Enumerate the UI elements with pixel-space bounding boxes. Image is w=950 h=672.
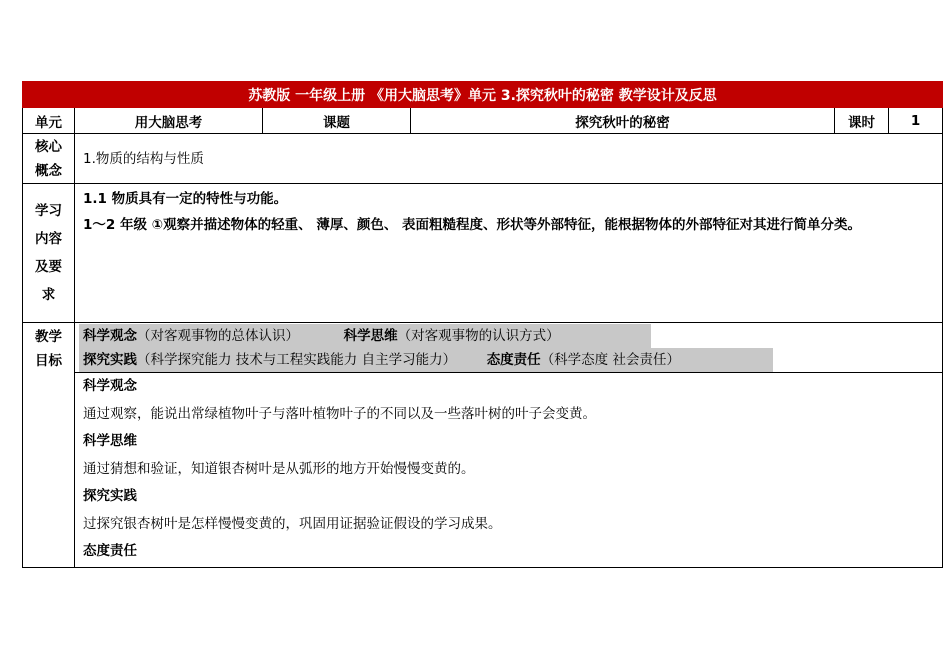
- goals-label-line2: 目标: [35, 353, 62, 369]
- goals-label-line1: 教学: [35, 329, 62, 345]
- goals-details: [75, 373, 942, 567]
- lesson-plan-page: [22, 81, 942, 568]
- core-concept-label: [23, 134, 75, 184]
- learning-content-line2: 1～2 年级 ①观察并描述物体的轻重、 薄厚、颜色、 表面粗糙程度、形状等外部特征，能根据物体的外部特征对其进行简单分类。: [83, 217, 862, 233]
- goals-row2-highlight: [79, 348, 773, 372]
- goal-attitude-title: 态度责任: [486, 352, 541, 368]
- goal-section-3-text: 过探究银杏树叶是怎样慢慢变黄的，巩固用证据验证假设的学习成果。: [83, 516, 502, 532]
- goal-section-2-head: 科学思维: [83, 433, 137, 449]
- goal-science-concept-title: 科学观念: [83, 328, 137, 344]
- goal-section-2-text: 通过猜想和验证，知道银杏树叶是从弧形的地方开始慢慢变黄的。: [83, 461, 475, 477]
- learning-content-line1: 1.1 物质具有一定的特性与功能。: [83, 191, 288, 207]
- goal-science-concept-desc: （对客观事物的总体认识）: [137, 328, 299, 344]
- learning-content-label-line1: 学习: [35, 203, 62, 219]
- page-title: 苏教版 一年级上册 《用大脑思考》单元 3.探究秋叶的秘密 教学设计及反思: [23, 82, 943, 108]
- unit-label: 单元: [23, 108, 75, 134]
- goals-row1-highlight: [79, 324, 651, 348]
- goal-attitude-desc: （科学态度 社会责任）: [540, 352, 680, 368]
- goal-section-1-head: 科学观念: [83, 378, 137, 394]
- goal-section-3-head: 探究实践: [83, 488, 137, 504]
- core-concept-label-line2: 概念: [35, 162, 62, 179]
- learning-content-label: [23, 184, 75, 323]
- learning-content-label-line3: 及要: [35, 259, 62, 275]
- core-concept-text: 1.物质的结构与性质: [75, 134, 943, 184]
- goal-inquiry-practice-desc: （科学探究能力 技术与工程实践能力 自主学习能力）: [137, 352, 457, 368]
- goal-science-thinking-title: 科学思维: [343, 328, 398, 344]
- unit-value: 用大脑思考: [75, 108, 263, 134]
- goal-section-1-text: 通过观察，能说出常绿植物叶子与落叶植物叶子的不同以及一些落叶树的叶子会变黄。: [83, 406, 596, 422]
- learning-content-cell: [75, 184, 943, 323]
- goals-label: [23, 323, 75, 568]
- topic-label: 课题: [263, 108, 411, 134]
- goals-cell: [75, 323, 943, 568]
- period-label: 课时: [835, 108, 889, 134]
- goal-science-thinking-desc: （对客观事物的认识方式）: [397, 328, 560, 344]
- period-value: 1: [889, 108, 943, 134]
- learning-content-label-line2: 内容: [35, 231, 62, 247]
- goal-section-4-head: 态度责任: [83, 543, 137, 559]
- goals-category-row1: [79, 324, 938, 348]
- goal-inquiry-practice-title: 探究实践: [83, 352, 137, 368]
- topic-value: 探究秋叶的秘密: [411, 108, 835, 134]
- goals-category-row2: [79, 348, 938, 372]
- learning-content-label-line4: 求: [41, 287, 56, 303]
- core-concept-label-line1: 核心: [35, 138, 62, 155]
- goals-categories: [75, 323, 942, 373]
- lesson-plan-table: [22, 81, 943, 568]
